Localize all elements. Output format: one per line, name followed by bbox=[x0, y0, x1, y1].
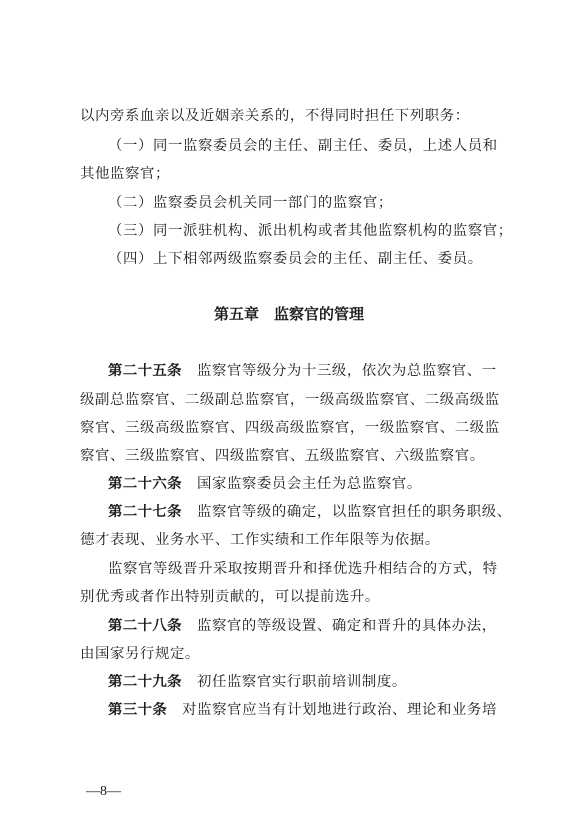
article-29-line-1 bbox=[108, 674, 520, 690]
article-25-line-3: 察官、三级高级监察官、四级高级监察官，一级监察官、二级监 bbox=[80, 420, 500, 436]
body-text-line: 以内旁系血亲以及近姻亲关系的，不得同时担任下列职务： bbox=[80, 108, 470, 124]
article-27-text: 监察官等级的确定，以监察官担任的职务职级、 bbox=[181, 504, 512, 520]
article-26-text: 国家监察委员会主任为总监察官。 bbox=[181, 476, 422, 492]
article-25-text: 监察官等级分为十三级，依次为总监察官、一 bbox=[181, 363, 497, 379]
article-27-line-1 bbox=[108, 504, 520, 520]
article-30-label: 第三十条 bbox=[108, 702, 168, 718]
article-26-label: 第二十六条 bbox=[108, 476, 182, 492]
article-27-line-2: 德才表现、业务水平、工作实绩和工作年限等为依据。 bbox=[80, 532, 440, 548]
article-29-label: 第二十九条 bbox=[108, 674, 182, 690]
list-item-2: （二）监察委员会机关同一部门的监察官； bbox=[108, 195, 393, 211]
chapter-title: 第五章 监察官的管理 bbox=[213, 305, 364, 323]
article-25-line-4: 察官、三级监察官、四级监察官、五级监察官、六级监察官。 bbox=[80, 448, 485, 464]
article-25-label: 第二十五条 bbox=[108, 363, 182, 379]
article-30-text: 对监察官应当有计划地进行政治、理论和业务培 bbox=[167, 702, 497, 718]
list-item-4: （四）上下相邻两级监察委员会的主任、副主任、委员。 bbox=[108, 251, 483, 267]
article-28-text: 监察官的等级设置、确定和晋升的具体办法， bbox=[181, 618, 497, 634]
article-28-line-1 bbox=[108, 618, 520, 634]
article-25-line-2: 级副总监察官、二级副总监察官，一级高级监察官、二级高级监 bbox=[80, 392, 500, 408]
list-item-3: （三）同一派驻机构、派出机构或者其他监察机构的监察官； bbox=[108, 223, 513, 239]
article-28-line-2: 由国家另行规定。 bbox=[80, 646, 200, 662]
list-item-1: （一）同一监察委员会的主任、副主任、委员，上述人员和 bbox=[108, 138, 498, 154]
page-number: —8— bbox=[86, 784, 121, 799]
article-29-text: 初任监察官实行职前培训制度。 bbox=[181, 674, 407, 690]
article-30-line-1 bbox=[108, 702, 520, 718]
article-27-para2-line-2: 别优秀或者作出特别贡献的，可以提前选升。 bbox=[80, 589, 380, 605]
article-26-line-1 bbox=[108, 476, 520, 492]
article-27-label: 第二十七条 bbox=[108, 504, 182, 520]
article-27-para2-line-1: 监察官等级晋升采取按期晋升和择优选升相结合的方式，特 bbox=[108, 561, 498, 577]
list-item-1-continued: 其他监察官； bbox=[80, 166, 170, 182]
article-25-line-1 bbox=[108, 363, 520, 379]
article-28-label: 第二十八条 bbox=[108, 618, 182, 634]
